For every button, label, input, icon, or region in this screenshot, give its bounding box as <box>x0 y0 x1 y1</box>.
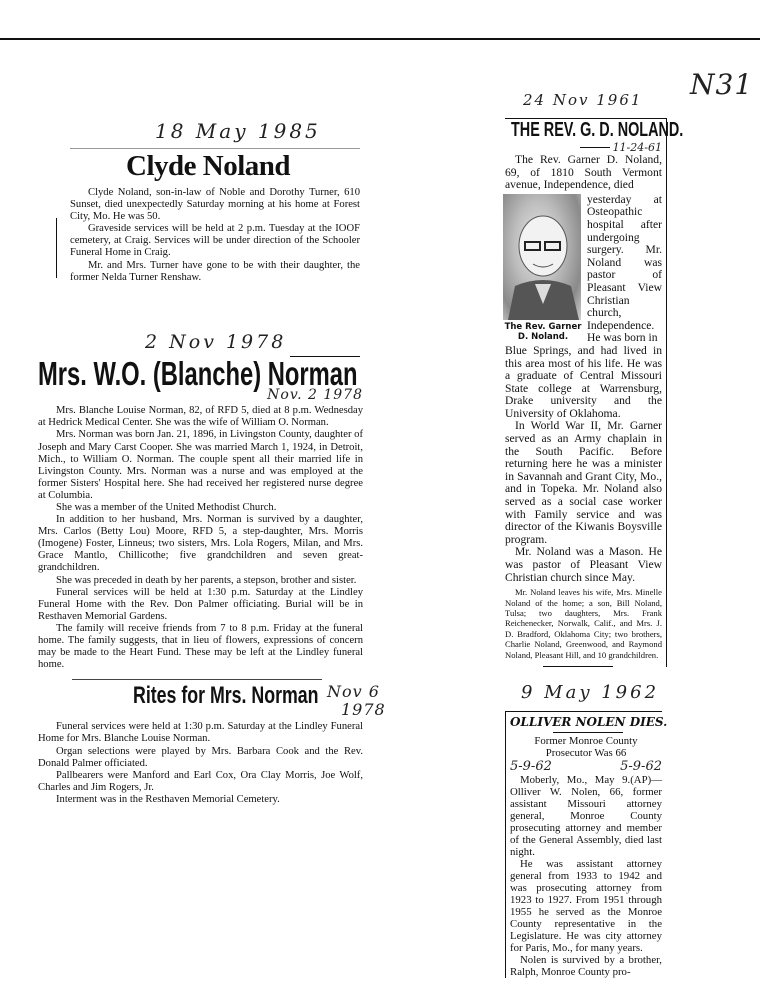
paragraph: Funeral services will be held at 1:30 p.m. Saturday at the Lindley Funeral Home with the Rev. Don Palmer officiating. Burial will be in Resthaven Memorial Gardens. <box>38 586 363 622</box>
article-body-beside-photo: yesterday at Osteopathic hospital after undergoing surgery. Mr. Noland was pastor of Pleasant View Christian church, Independence. He was born in <box>587 192 662 345</box>
article-body <box>38 721 363 806</box>
survivors-paragraph <box>505 587 662 660</box>
article-intro: The Rev. Garner D. Noland, 69, of 1810 South Vermont avenue, Independence, died <box>505 153 662 192</box>
article-body <box>38 405 363 671</box>
left-column <box>38 118 386 806</box>
paragraph: Mr. Noland was a Mason. He was pastor of Pleasant View Christian church since May. <box>505 545 662 584</box>
article-title-wrap <box>133 683 319 709</box>
right-column <box>504 90 684 979</box>
paragraph: Mr. and Mrs. Turner have gone to be with their daughter, the former Nelda Turner Renshaw. <box>70 259 360 283</box>
paragraph: Mrs. Norman was born Jan. 21, 1896, in Livingston County, daughter of Joseph and Mary Carst Cooper. She was married March 1, 1924, in Detroit, Mich., to William O. Norman. The couple spent all their married life in Livingston County. Mrs. Norman was a nurse and was employed at the former Sisters' Hospital here. She had received her registered nurse degree at Columbia. <box>38 429 363 501</box>
paragraph: Blue Springs, and had lived in this area most of his life. He was a graduate of Central Missouri State college at Warrensburg, Drake university and the University of Oklahoma. <box>505 343 662 420</box>
article-title: Rites for Mrs. Norman <box>133 682 319 710</box>
paragraph: Mr. Noland leaves his wife, Mrs. Minelle Noland of the home; a son, Bill Noland, Tulsa; two daughters, Mrs. Frank Reichenecker, Norwalk, Calif., and Mrs. J. D. Bradford, Oklahoma City; two brothers, Charlie Noland, Greenwood, and Raymond Noland, Pleasant Hill, and 10 grandchildren. <box>505 587 662 660</box>
article-body <box>510 774 662 978</box>
paragraph: He was assistant attorney general from 1933 to 1942 and was prosecuting attorney from 1923 to 1927. From 1951 through 1955 he served as the Monroe County representative in the Legislature. He was city attorney for Paris, Mo., for many years. <box>510 858 662 955</box>
paragraph: Pallbearers were Manford and Earl Cox, Ora Clay Morris, Joe Wolf, Charles and Jim Rogers, Jr. <box>38 769 363 793</box>
paragraph: Interment was in the Resthaven Memorial Cemetery. <box>56 793 280 805</box>
portrait-face-icon <box>503 194 581 320</box>
article-body <box>505 194 662 584</box>
rites-handwritten-dates <box>327 683 386 719</box>
clyde-article <box>70 118 360 284</box>
paragraph: Moberly, Mo., May 9.(AP)—Olliver W. Nolen, 66, former assistant Missouri attorney general, Monroe County prosecuting attorney and member of the General Assembly, died last night. <box>510 774 662 859</box>
divider <box>553 732 623 733</box>
paragraph: Graveside services will be held at 2 p.m. Tuesday at the IOOF cemetery, at Craig. Services will be under direction of the Schooler Funeral Home in Craig. <box>70 223 360 259</box>
handwritten-date: 9 May 1962 <box>521 682 660 704</box>
handwritten-date: 11-24-61 <box>612 141 662 154</box>
handwritten-date: Nov 6 <box>327 682 380 702</box>
article-body <box>70 187 360 284</box>
handwritten-date: 5-9-62 <box>510 759 552 775</box>
paragraph: Organ selections were played by Mrs. Barbara Cook and the Rev. Donald Palmer officiated. <box>38 745 363 769</box>
article-title: THE REV. G. D. NOLAND. <box>511 119 684 141</box>
paragraph: In addition to her husband, Mrs. Norman is survived by a daughter, Mrs. Carlos (Betty Lou) Moore, RFD 5, a step-daughter, Mrs. Morris (Imogene) Foster, Linneus; two sisters, Mrs. Lola Rogers, Milan, and Mrs. Grace Mantlo, Chillicothe; five grandchildren and seven great-grandchildren. <box>38 514 363 574</box>
handwritten-date: 18 May 1985 <box>155 119 321 143</box>
article-subtitle: Former Monroe County Prosecutor Was 66 <box>534 735 638 760</box>
handwritten-date: 1978 <box>341 700 386 720</box>
paragraph: The family will receive friends from 7 to 8 p.m. Friday at the funeral home. The family suggests, that in lieu of flowers, expressions of concern may be made to the Heart Fund. These may be left at the Lindley funeral home. <box>38 622 363 671</box>
article-title: OLLIVER NOLEN DIES. <box>510 715 668 730</box>
paragraph: In World War II, Mr. Garner served as an Army chaplain in the South Pacific. Before returning here he was a minister in Savannah and Grant City, Mo., and in Topeka. Mr. Noland also served as a social case worker with Family service and was director of the Kiwanis Boysville program. <box>505 419 662 546</box>
rites-title-row <box>38 682 386 720</box>
handwritten-date: 24 Nov 1961 <box>523 91 643 109</box>
nolen-article <box>505 711 668 979</box>
handwritten-date: 5-9-62 <box>620 759 662 775</box>
paragraph: Clyde Noland, son-in-law of Noble and Dorothy Turner, 610 Sunset, died unexpectedly Saturday morning at his home at Forest City, Mo. He was 50. <box>70 187 360 223</box>
portrait-photo <box>503 194 581 320</box>
photo-caption: The Rev. Garner D. Noland. <box>504 321 582 342</box>
paragraph: Funeral services were held at 1:30 p.m. Saturday at the Lindley Funeral Home for Mrs. Blanche Louise Norman. <box>38 721 363 745</box>
paragraph: Mrs. Blanche Louise Norman, 82, of RFD 5, died at 8 p.m. Wednesday at Hedrick Medical Center. She was the wife of William O. Norman. <box>38 405 363 429</box>
paragraph: She was a member of the United Methodist Church. <box>56 502 277 513</box>
paragraph: Nolen is survived by a brother, Ralph, Monroe County pro- <box>510 954 662 979</box>
article-title: Clyde Noland <box>126 150 291 182</box>
norman-article <box>38 330 363 672</box>
article-title-wrap <box>511 119 684 141</box>
handwritten-date: 2 Nov 1978 <box>145 330 287 353</box>
divider <box>580 147 610 148</box>
paragraph: She was preceded in death by her parents, a stepson, brother and sister. <box>56 574 357 586</box>
divider <box>543 666 613 667</box>
page-number-annotation: N31 <box>690 68 754 101</box>
noland-article <box>504 118 684 667</box>
rites-article <box>38 679 386 806</box>
nolen-date-row <box>510 759 662 774</box>
handwritten-date: Nov. 2 1978 <box>267 387 363 404</box>
page-top-rule <box>0 38 760 40</box>
article-title: Mrs. W.O. (Blanche) Norman <box>38 355 358 393</box>
divider <box>72 679 322 680</box>
article-title-wrap <box>38 355 363 393</box>
photo-block <box>503 194 583 342</box>
column-margin-line <box>56 218 57 278</box>
